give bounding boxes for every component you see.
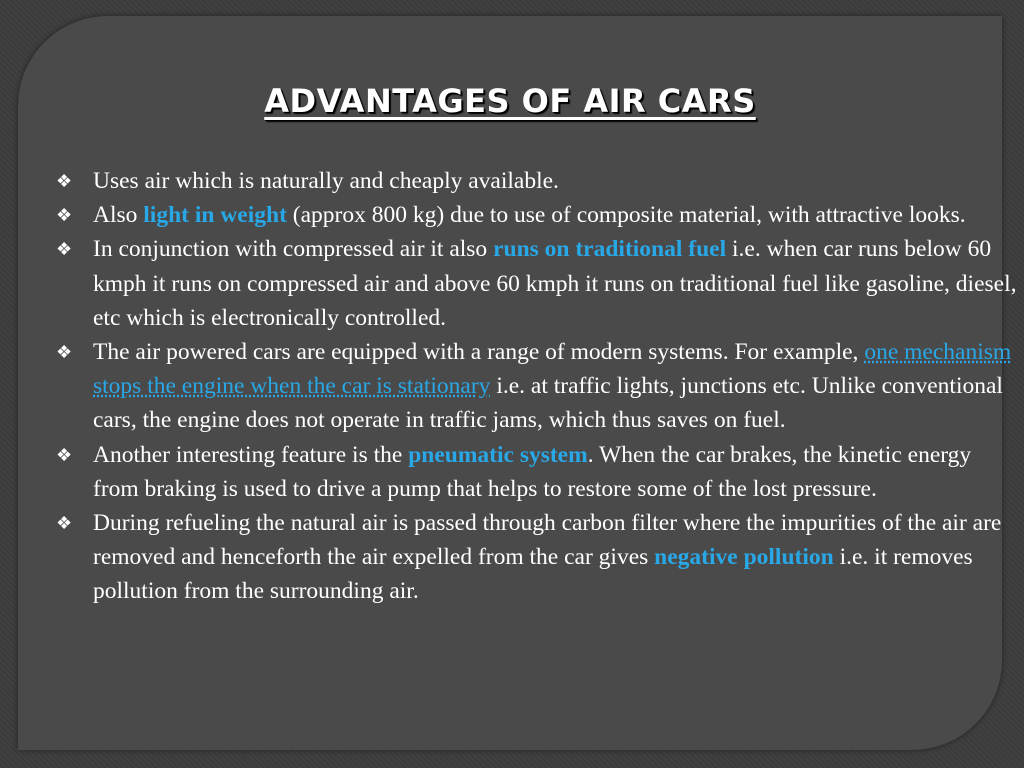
bullet-item	[56, 232, 1018, 335]
slide-panel	[18, 16, 1017, 750]
bullet-text: Another interesting feature is the	[93, 441, 409, 468]
bullet-text: . When the car brakes, the kinetic energy from braking is used to drive a pump that helps to restore some of the lost pressure.	[93, 441, 972, 502]
diamond-bullet-icon: ❖	[56, 513, 73, 534]
bullet-text: In conjunction with compressed air it also	[93, 236, 494, 263]
bullet-text: The air powered cars are equipped with a range of modern systems. For example,	[93, 339, 865, 366]
bullet-item	[56, 438, 1018, 506]
diamond-bullet-icon: ❖	[56, 444, 73, 465]
bullet-text: i.e. at traffic lights, junctions etc. Unlike conventional cars, the engine does not operate in traffic jams, which thus saves on fuel.	[93, 373, 1003, 434]
bullet-text: Also	[93, 202, 144, 229]
bullet-text: i.e. it removes pollution from the surrounding air.	[93, 544, 973, 605]
diamond-bullet-icon: ❖	[56, 239, 73, 260]
bullet-text: Uses air which is naturally and cheaply available.	[93, 168, 559, 194]
diamond-bullet-icon: ❖	[56, 171, 73, 191]
bullet-text: During refueling the natural air is passed through carbon filter where the impurities of the air are removed and henceforth the air expelled from the car gives	[93, 510, 1002, 571]
bullet-text: (approx 800 kg) due to use of composite material, with attractive looks.	[286, 202, 966, 229]
bullet-text: i.e. when car runs below 60 kmph it runs on compressed air and above 60 kmph it runs on traditional fuel like gasoline, diesel, etc which is electronically controlled.	[93, 236, 1017, 331]
bullet-item	[56, 335, 1018, 438]
diamond-bullet-icon: ❖	[56, 205, 73, 226]
bullet-item	[56, 198, 1018, 232]
bullet-highlight: light in weight	[143, 202, 287, 229]
diamond-bullet-icon: ❖	[56, 342, 73, 363]
bullet-list	[56, 164, 1018, 609]
hyperlink-stationary-engine[interactable]: one mechanism stops the engine when the car is stationary	[93, 339, 1012, 400]
bullet-item	[56, 506, 1018, 609]
bullet-highlight: pneumatic system	[408, 441, 588, 468]
slide-title: ADVANTAGES OF AIR CARS	[264, 82, 756, 120]
bullet-highlight: negative pollution	[654, 544, 834, 571]
bullet-item	[56, 164, 1018, 198]
bullet-highlight: runs on traditional fuel	[493, 236, 727, 263]
